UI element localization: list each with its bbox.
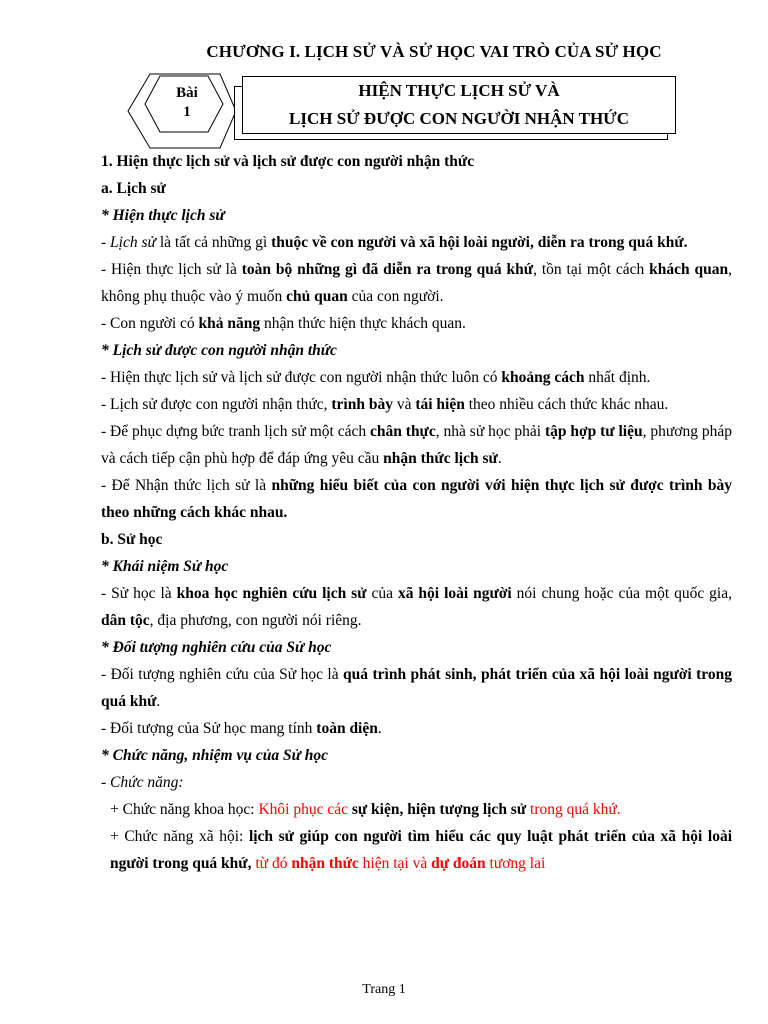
paragraph bbox=[101, 364, 732, 391]
text: và bbox=[392, 396, 416, 413]
paragraph bbox=[101, 391, 732, 418]
text: lịch sử giúp con người tìm hiểu các quy luật phát triển của xã hội loài người trong quá khứ, bbox=[110, 828, 733, 872]
paragraph bbox=[101, 472, 732, 526]
paragraph bbox=[101, 796, 732, 823]
text: toàn diện bbox=[316, 720, 378, 737]
paragraph bbox=[101, 661, 732, 715]
text: - Sử học là bbox=[101, 585, 177, 602]
text: Lịch sử bbox=[110, 234, 156, 251]
lesson-label: Bài bbox=[176, 85, 198, 101]
text: dự đoán bbox=[431, 855, 486, 872]
subsection-heading: b. Sử học bbox=[101, 531, 163, 548]
text: những hiểu biết của con người với hiện thực lịch sử được trình bày theo những cách khác nhau. bbox=[101, 477, 733, 521]
text: nhất định. bbox=[584, 369, 651, 386]
text: - Con người có bbox=[101, 315, 199, 332]
text: tập hợp tư liệu bbox=[544, 423, 643, 440]
text: Chức năng: bbox=[110, 774, 184, 791]
text: . bbox=[497, 450, 502, 467]
text: , không phụ thuộc vào ý muốn bbox=[101, 261, 732, 305]
text: nhận thức hiện thực khách quan. bbox=[260, 315, 466, 332]
text: - Đối tượng nghiên cứu của Sử học là bbox=[101, 666, 344, 683]
lesson-title-line-2: LỊCH SỬ ĐƯỢC CON NGƯỜI NHẬN THỨC bbox=[288, 109, 629, 128]
paragraph bbox=[101, 580, 732, 634]
text: tương lai bbox=[485, 855, 546, 872]
text: sự kiện, hiện tượng lịch sử bbox=[351, 801, 527, 818]
chapter-title: CHƯƠNG I. LỊCH SỬ VÀ SỬ HỌC VAI TRÒ CỦA SỬ HỌC bbox=[206, 42, 662, 61]
text: trong quá khứ. bbox=[526, 801, 621, 818]
text: + Chức năng xã hội: bbox=[110, 828, 249, 845]
text: nói chung hoặc của một quốc gia, bbox=[511, 585, 732, 602]
text: xã hội loài người bbox=[397, 585, 512, 602]
text: từ đó bbox=[251, 855, 292, 872]
text: . bbox=[377, 720, 382, 737]
text: , địa phương, con người nói riêng. bbox=[149, 612, 362, 629]
paragraph bbox=[101, 418, 732, 472]
text: - Hiện thực lịch sử và lịch sử được con người nhận thức luôn có bbox=[101, 369, 502, 386]
text: - Để phục dựng bức tranh lịch sử một cách bbox=[101, 423, 371, 440]
text: Khôi phục các bbox=[258, 801, 352, 818]
topic-heading: * Khái niệm Sử học bbox=[101, 558, 229, 575]
lesson-index: 1 bbox=[183, 104, 191, 120]
topic-heading: * Đối tượng nghiên cứu của Sử học bbox=[101, 639, 332, 656]
paragraph bbox=[101, 229, 732, 256]
section-heading: 1. Hiện thực lịch sử và lịch sử được con người nhận thức bbox=[101, 153, 475, 170]
lesson-header bbox=[126, 72, 686, 150]
topic-heading: * Lịch sử được con người nhận thức bbox=[101, 342, 337, 359]
text: , tồn tại một cách bbox=[533, 261, 650, 278]
paragraph bbox=[101, 769, 732, 796]
text: - Đối tượng của Sử học mang tính bbox=[101, 720, 317, 737]
text: . bbox=[156, 693, 161, 710]
text: khách quan bbox=[649, 261, 729, 278]
text: theo nhiều cách thức khác nhau. bbox=[464, 396, 669, 413]
text: quá trình phát sinh, phát triển của xã hội loài người trong quá khứ bbox=[101, 666, 732, 710]
text: , phương pháp và cách tiếp cận phù hợp để đáp ứng yêu cầu bbox=[101, 423, 732, 467]
text: của bbox=[366, 585, 398, 602]
text: chân thực bbox=[370, 423, 436, 440]
lesson-title-box bbox=[242, 76, 676, 134]
text: của con người. bbox=[347, 288, 444, 305]
text: hiện tại và bbox=[358, 855, 432, 872]
paragraph bbox=[101, 823, 732, 877]
text: - bbox=[101, 234, 111, 251]
text: - Để Nhận thức lịch sử là bbox=[101, 477, 272, 494]
paragraph bbox=[101, 310, 732, 337]
paragraph bbox=[101, 715, 732, 742]
text: khoảng cách bbox=[501, 369, 585, 386]
lesson-number bbox=[162, 84, 212, 122]
text: dân tộc bbox=[101, 612, 150, 629]
text: trình bày bbox=[331, 396, 393, 413]
subsection-heading: a. Lịch sử bbox=[101, 180, 166, 197]
text: chủ quan bbox=[286, 288, 348, 305]
topic-heading: * Hiện thực lịch sử bbox=[101, 207, 225, 224]
text: nhận thức lịch sử bbox=[383, 450, 498, 467]
text: - Hiện thực lịch sử là bbox=[101, 261, 242, 278]
text: tái hiện bbox=[415, 396, 465, 413]
topic-heading: * Chức năng, nhiệm vụ của Sử học bbox=[101, 747, 329, 764]
page-number: Trang 1 bbox=[362, 982, 406, 997]
text: + Chức năng khoa học: bbox=[110, 801, 259, 818]
text: - bbox=[101, 774, 111, 791]
text: toàn bộ những gì đã diễn ra trong quá khứ bbox=[241, 261, 534, 278]
text: , nhà sử học phải bbox=[435, 423, 545, 440]
text: thuộc về con người và xã hội loài người, diễn ra trong quá khứ. bbox=[271, 234, 688, 251]
text: - Lịch sử được con người nhận thức, bbox=[101, 396, 332, 413]
paragraph bbox=[101, 256, 732, 310]
text: là tất cả những gì bbox=[155, 234, 272, 251]
text: nhận thức bbox=[291, 855, 359, 872]
document-body bbox=[101, 148, 732, 877]
text: khả năng bbox=[198, 315, 261, 332]
text: khoa học nghiên cứu lịch sử bbox=[176, 585, 367, 602]
lesson-title-line-1: HIỆN THỰC LỊCH SỬ VÀ bbox=[358, 81, 560, 100]
